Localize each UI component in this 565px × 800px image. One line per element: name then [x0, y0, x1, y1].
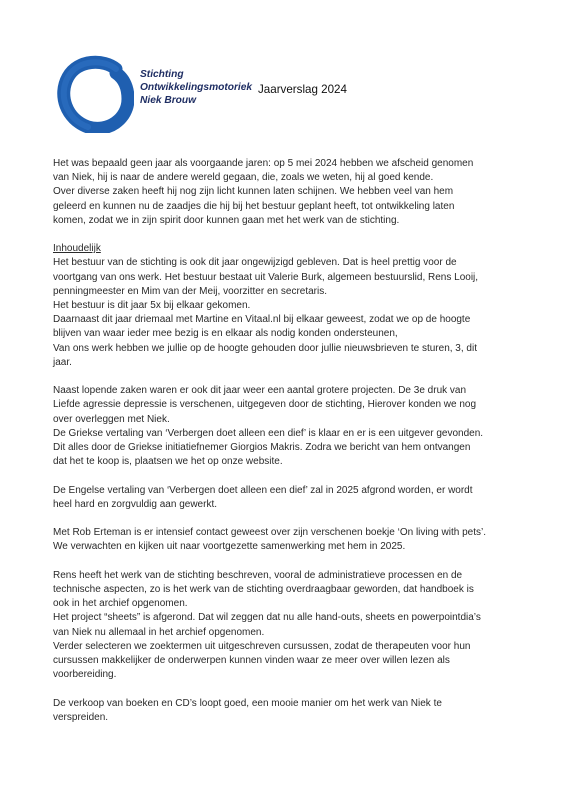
body-line: verspreiden.	[53, 711, 109, 723]
body-line: De verkoop van boeken en CD’s loopt goed, een mooie manier om het werk van Niek te	[53, 697, 442, 709]
body-line: Daarnaast dit jaar driemaal met Martine en Vitaal.nl bij elkaar geweest, zodat we op de hoogte	[53, 314, 471, 326]
body-line: blijven van waar ieder mee bezig is en elkaar als nodig konden ondersteunen,	[53, 328, 398, 340]
body-line: Over diverse zaken heeft hij nog zijn licht kunnen laten schijnen. We hebben veel van hem	[53, 186, 454, 198]
body-line: Liefde agressie depressie is verschenen, uitgegeven door de stichting, Hierover konden we nog	[53, 399, 477, 411]
body-line: voorbereiding.	[53, 669, 117, 681]
report-body	[53, 157, 523, 725]
body-line: penningmeester en Mim van der Meij, voorzitter en secretaris.	[53, 285, 328, 297]
body-line: Het bestuur is dit jaar 5x bij elkaar gekomen.	[53, 300, 251, 312]
body-line: dat het te koop is, plaatsen we het op onze website.	[53, 456, 283, 468]
body-line: van Niek, hij is naar de andere wereld gegaan, die, zoals we weten, hij al goed kende.	[53, 172, 434, 184]
body-line: heel hard en zorgvuldig aan gewerkt.	[53, 498, 217, 510]
body-line: cursussen makkelijker de onderwerpen kunnen vinden waar ze meer over willen lezen als	[53, 655, 450, 667]
body-line: Het project “sheets” is afgerond. Dat wil zeggen dat nu alle hand-outs, sheets en powerpointdia’s	[53, 612, 481, 624]
body-line: jaar.	[53, 356, 72, 368]
section-heading: Inhoudelijk	[53, 243, 101, 255]
body-line: ook in het archief opgenomen.	[53, 598, 188, 610]
body-line: Naast lopende zaken waren er ook dit jaar weer een aantal grotere projecten. De 3e druk van	[53, 385, 467, 397]
body-line: Het was bepaald geen jaar als voorgaande jaren: op 5 mei 2024 hebben we afscheid genomen	[53, 158, 474, 169]
body-line: Het bestuur van de stichting is ook dit jaar ongewijzigd gebleven. Dat is heel prettig voor de	[53, 257, 457, 269]
body-line: De Griekse vertaling van ‘Verbergen doet alleen een dief’ is klaar en er is een uitgever gevonden.	[53, 427, 484, 439]
org-line-3: Niek Brouw	[140, 94, 197, 106]
body-line: voortgang van ons werk. Het bestuur bestaat uit Valerie Burk, algemeen bestuurslid, Rens Looij,	[53, 271, 479, 283]
body-line: Dit alles door de Griekse initiatiefnemer Giorgios Makris. Zodra we bericht van hem ontvangen	[53, 442, 471, 454]
org-line-1: Stichting	[140, 69, 184, 80]
body-line: komen, zodat we in zijn spirit door kunnen gaan met het werk van de stichting.	[53, 214, 400, 226]
body-line: over overleggen met Niek.	[53, 413, 170, 425]
foundation-logo-icon	[56, 55, 134, 133]
body-line: van Niek nu allemaal in het archief opgenomen.	[53, 626, 265, 638]
org-line-2: Ontwikkelingsmotoriek	[140, 81, 253, 93]
body-line: Rens heeft het werk van de stichting beschreven, vooral de administratieve processen en de	[53, 569, 463, 581]
body-line: Van ons werk hebben we jullie op de hoogte gehouden door jullie nieuwsbrieven te sturen, 3, dit	[53, 342, 477, 354]
organization-name	[140, 69, 252, 107]
body-line: We verwachten en kijken uit naar voortgezette samenwerking met hem in 2025.	[53, 541, 406, 553]
report-title: Jaarverslag 2024	[258, 83, 347, 96]
body-line: Met Rob Erteman is er intensief contact geweest over zijn verschenen boekje ‘On living with pets’.	[53, 527, 486, 539]
body-line: technische aspecten, zo is het werk van de stichting overdraagbaar geworden, dat handboek is	[53, 584, 474, 596]
body-line: De Engelse vertaling van ‘Verbergen doet alleen een dief’ zal in 2025 afgrond worden, er wordt	[53, 484, 473, 496]
body-line: Verder selecteren we zoektermen uit uitgeschreven cursussen, zodat de therapeuten voor hun	[53, 640, 471, 652]
body-line: geleerd en kunnen nu de zaadjes die hij bij het bestuur geplant heeft, tot ontwikkeling laten	[53, 200, 455, 212]
